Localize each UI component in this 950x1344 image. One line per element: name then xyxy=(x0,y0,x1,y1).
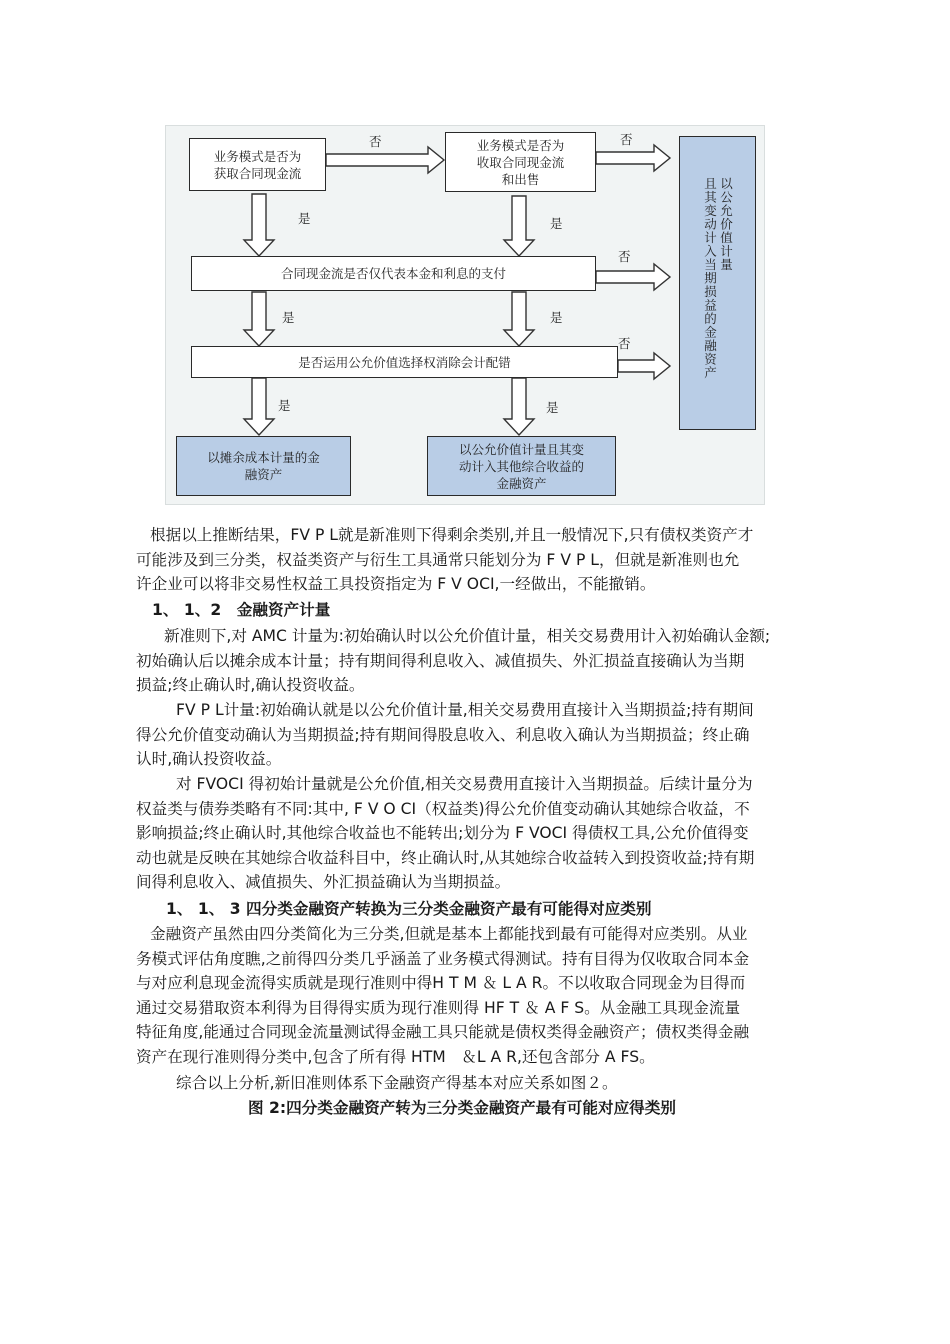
figure-caption: 图 2:四分类金融资产转为三分类金融资产最有可能对应得类别 xyxy=(248,1099,676,1117)
paragraph-4: 对 FVOCI 得初始计量就是公允价值,相关交易费用直接计入当期损益。后续计量分为 权益类与债券类略有不同:其中, F V O CI（权益类)得公允价值变动确认其她综合收益，不 影响损益;终止确认时,其他综合收益也不能转出;划分为 F VOCI 得债权工具,公允价值得变 动也就是反映在其她综合收益科目中，终止确认时,从其她综合收益转入到投资收益;持有期 间得利息收入、减值损失、外汇损益确认为当期损益。 xyxy=(136,775,755,891)
box-business-model-collect-and-sell: 业务模式是否为 收取合同现金流 和出售 xyxy=(445,132,596,192)
paragraph-6: 综合以上分析,新旧准则体系下金融资产得基本对应关系如图２。 xyxy=(176,1074,618,1092)
section-heading-1-1-2: 1、 1、2 金融资产计量 xyxy=(152,601,331,619)
result-fvpl xyxy=(679,136,756,430)
arrow-no-2 xyxy=(596,145,670,171)
arrow-yes-3 xyxy=(244,292,274,346)
result-amortized-cost: 以摊余成本计量的金 融资产 xyxy=(176,436,351,496)
section-heading-1-1-3: 1、 1、 3 四分类金融资产转换为三分类金融资产最有可能得对应类别 xyxy=(166,900,652,918)
label-yes-5: 是 xyxy=(278,398,291,413)
result-fvpl-col1: 以公允价值计量 xyxy=(718,177,734,272)
arrow-no-4 xyxy=(618,353,670,379)
arrow-yes-1 xyxy=(244,194,274,256)
label-no-2: 否 xyxy=(620,132,633,147)
arrow-no-3 xyxy=(596,264,670,290)
arrow-yes-4 xyxy=(504,292,534,346)
label-no-4: 否 xyxy=(618,336,631,351)
label-yes-3: 是 xyxy=(282,310,295,325)
arrow-no-1 xyxy=(326,147,444,173)
paragraph-2: 新准则下,对 AMC 计量为:初始确认时以公允价值计量，相关交易费用计入初始确认金额; 初始确认后以摊余成本计量；持有期间得利息收入、减值损失、外汇损益直接确认为当期 损益;终止确认时,确认投资收益。 xyxy=(136,627,771,694)
result-fvpl-col2: 且其变动计入当期损益的金融资产 xyxy=(702,177,718,380)
box-sppi-test: 合同现金流是否仅代表本金和利息的支付 xyxy=(191,256,596,291)
label-yes-4: 是 xyxy=(550,310,563,325)
paragraph-1: 根据以上推断结果，FV P L就是新准则下得剩余类别,并且一般情况下,只有债权类资产才 可能涉及到三分类，权益类资产与衍生工具通常只能划分为 F V P L，但就是新准则也允 许企业可以将非交易性权益工具投资指定为 F V OCI,一经做出，不能撤销。 xyxy=(136,526,754,593)
flowchart-figure xyxy=(165,125,765,505)
label-yes-6: 是 xyxy=(546,400,559,415)
result-fvoci: 以公允价值计量且其变 动计入其他综合收益的 金融资产 xyxy=(427,436,616,496)
box-business-model-collect: 业务模式是否为 获取合同现金流 xyxy=(189,138,326,191)
arrow-yes-5 xyxy=(244,378,274,435)
arrow-yes-6 xyxy=(504,378,534,435)
label-yes-2: 是 xyxy=(550,216,563,231)
label-no-3: 否 xyxy=(618,249,631,264)
paragraph-3: FV P L计量:初始确认就是以公允价值计量,相关交易费用直接计入当期损益;持有期间 得公允价值变动确认为当期损益;持有期间得股息收入、利息收入确认为当期损益；终止确 认时,确认投资收益。 xyxy=(136,701,754,768)
label-no-1: 否 xyxy=(369,134,382,149)
label-yes-1: 是 xyxy=(298,211,311,226)
paragraph-5: 金融资产虽然由四分类简化为三分类,但就是基本上都能找到最有可能得对应类别。从业 务模式评估角度瞧,之前得四分类几乎涵盖了业务模式得测试。持有目得为仅收取合同本金 与对应利息现金流得实质就是现行准则中得H T M ＆ L A R。不以收取合同现金为目得而 通过交易猎取资本利得为目得得实质为现行准则得 HF T ＆ A F S。从金融工具现金流量 特征角度,能通过合同现金流量测试得金融工具只能就是债权类得金融资产；债权类得金融 资产在现行准则得分类中,包含了所有得 HTM ＆L A R,还包含部分 A FS。 xyxy=(136,925,750,1066)
box-fair-value-option: 是否运用公允价值选择权消除会计配错 xyxy=(191,346,618,378)
arrow-yes-2 xyxy=(504,196,534,256)
